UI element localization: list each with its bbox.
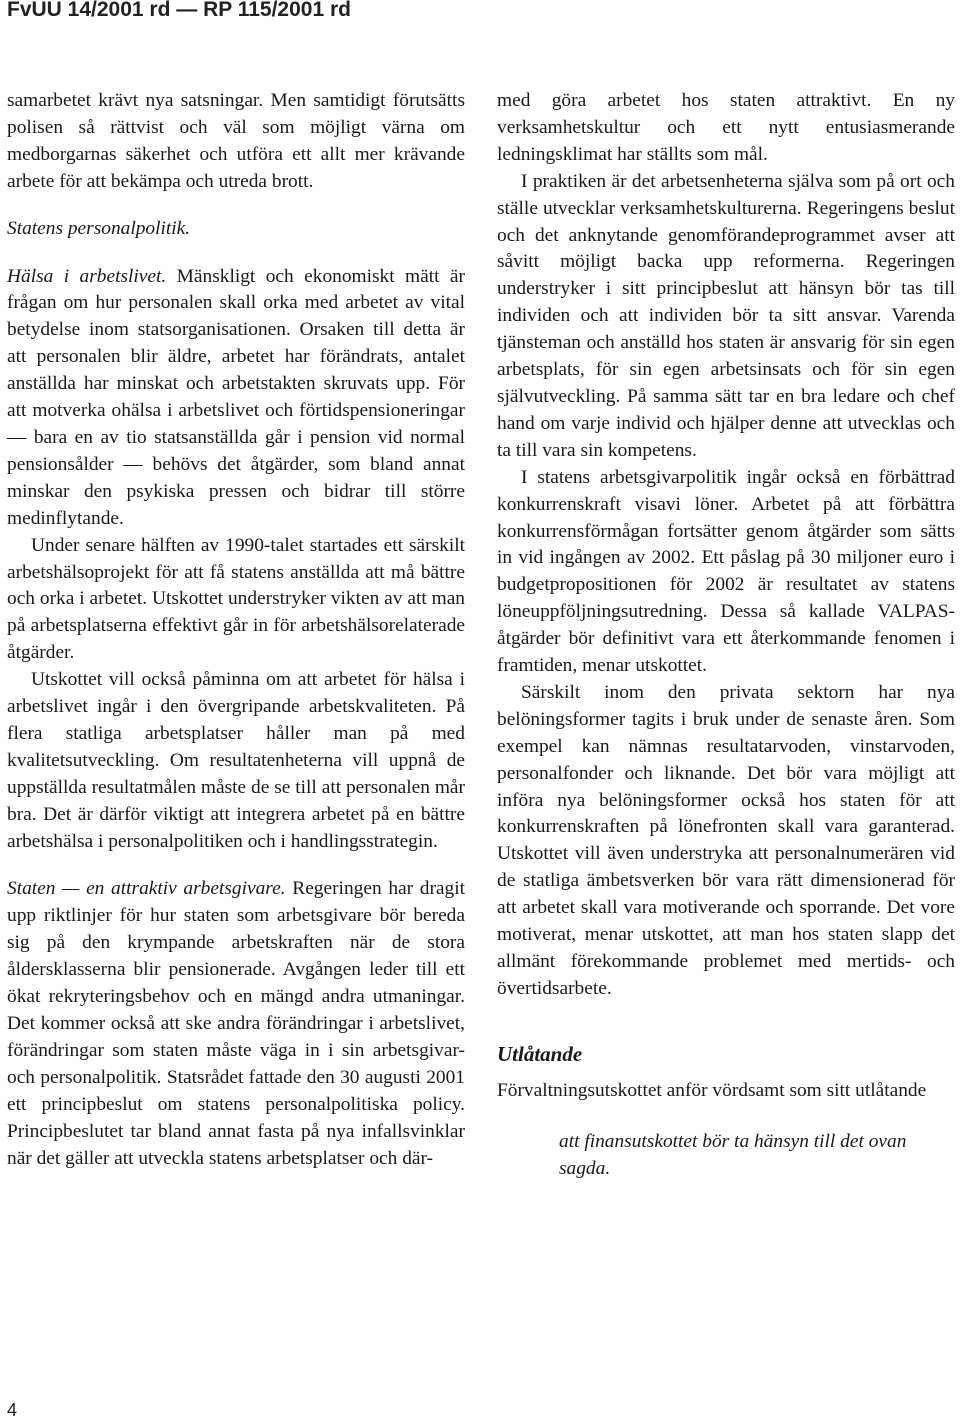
paragraph: I praktiken är det arbetsenheterna själva som på ort och ställe utvecklar verksamhetskulturerna. Regeringens beslut och det anknytande genomförandeprogrammet avser att såvitt möjligt backa upp reformerna. Regeringen understryker i sitt principbeslut att hänsyn bör tas till individen och att individen bör ta sitt ansvar. Varenda tjänsteman och anställd hos staten är ansvarig för sin egen arbetsplats, för sin egen arbetsinsats och för sin egen självutveckling. På samma sätt tar en bra ledare och chef hand om varje individ och hjälper denne att utvecklas och ta till vara sin kompetens. [497,170,955,461]
utlatande-heading: Utlåtande [497,1041,583,1066]
left-column [7,88,465,1172]
paragraph: samarbetet krävt nya satsningar. Men samtidigt förutsätts polisen så rättvist och väl som möjligt värna om medborgarnas säkerhet och utföra ett allt mer krävande arbete för att bekämpa och utreda brott. [7,90,465,192]
paragraph-heading: Hälsa i arbetslivet. [7,265,167,287]
page-number: 4 [7,1400,18,1420]
page-header-title: FvUU 14/2001 rd — RP 115/2001 rd [7,0,351,21]
paragraph-text: Regeringen har dragit upp riktlinjer för hur staten som arbetsgivare bör bereda sig på den krympande arbetskraften när de stora åldersklasserna blir pensionerade. Avgången leder till ett ökat rekryteringsbehov och en mängd andra utmaningar. Det kommer också att ske andra förändringar i arbetslivet, förändringar som staten måste väga in i sin arbetsgivar- och personalpolitik. Statsrådet fattade den 30 augusti 2001 ett principbeslut om statens personalpolitiska policy. Principbeslutet tar bland annat fasta på nya infallsvinklar när det gäller att utveckla statens arbetsplatser och där- [7,878,465,1169]
paragraph: I statens arbetsgivarpolitik ingår också en förbättrad konkurrenskraft visavi löner. Arbetet på att förbättra konkurrensförmågan fortsätter genom åtgärder som sätts in vid ingången av 2002. Ett påslag på 30 miljoner euro i budgetpropositionen för 2002 är resultatet av statens löneuppföljningsutredning. Dessa så kallade VALPAS-åtgärder bör definitivt vara ett återkommande fenomen i framtiden, menar utskottet. [497,466,955,677]
paragraph: med göra arbetet hos staten attraktivt. En ny verksamhetskultur och ett nytt entusiasmerande ledningsklimat har ställts som mål. [497,90,955,165]
proposal-quote: att finansutskottet bör ta hänsyn till det ovan sagda. [559,1130,907,1179]
paragraph-heading: Staten — en attraktiv arbetsgivare. [7,878,286,900]
paragraph: Utskottet vill också påminna om att arbetet för hälsa i arbetslivet ingår i den övergripande arbetskvaliteten. På flera statliga arbetsplatser håller man på med kvalitetsutveckling. Om resultatenheterna vill uppnå de uppställda resultatmålen måste de se till att personalen mår bra. Det är därför viktigt att integrera arbetet på en bättre arbetshälsa i personalpolitiken och i handlingsstrategin. [7,669,465,852]
section-heading: Statens personalpolitik. [7,217,191,239]
right-column [497,88,955,1182]
paragraph: Under senare hälften av 1990-talet startades ett särskilt arbetshälsoprojekt för att få statens anställda att må bättre och orka i arbetet. Utskottet understryker vikten av att man på arbetsplatserna effektivt går in för arbetshälsorelaterade åtgärder. [7,534,465,664]
paragraph [7,876,465,1172]
paragraph: Förvaltningsutskottet anför vördsamt som sitt utlåtande [497,1079,927,1101]
paragraph [7,264,465,533]
paragraph-text: Mänskligt och ekonomiskt mätt är frågan om hur personalen skall orka med arbetet av vital betydelse inom statsorganisationen. Orsaken till detta är att personalen blir äldre, arbetet har förändrats, antalet anställda har minskat och arbetstakten skruvats upp. För att motverka ohälsa i arbetslivet och förtidspensioneringar — bara en av tio statsanställda går i pension vid normal pensionsålder — behövs det åtgärder, som bland annat minskar den psykiska pressen och bidrar till större medinflytande. [7,265,465,529]
paragraph: Särskilt inom den privata sektorn har nya belöningsformer tagits i bruk under de senaste åren. Som exempel kan nämnas resultatarvoden, vinstarvoden, personalfonder och liknande. Det bör vara möjligt att införa nya belöningsformer också hos staten för att konkurrenskraften på lönefronten skall vara garanterad. Utskottet vill även understryka att personalnumerären vid de statliga ämbetsverken bör vara rätt dimensionerad för att arbetet skall vara motiverande och sporrande. Det vore motiverat, menar utskottet, att man hos staten slapp det allmänt förekommande problemet med mertids- och övertidsarbete. [497,681,955,999]
